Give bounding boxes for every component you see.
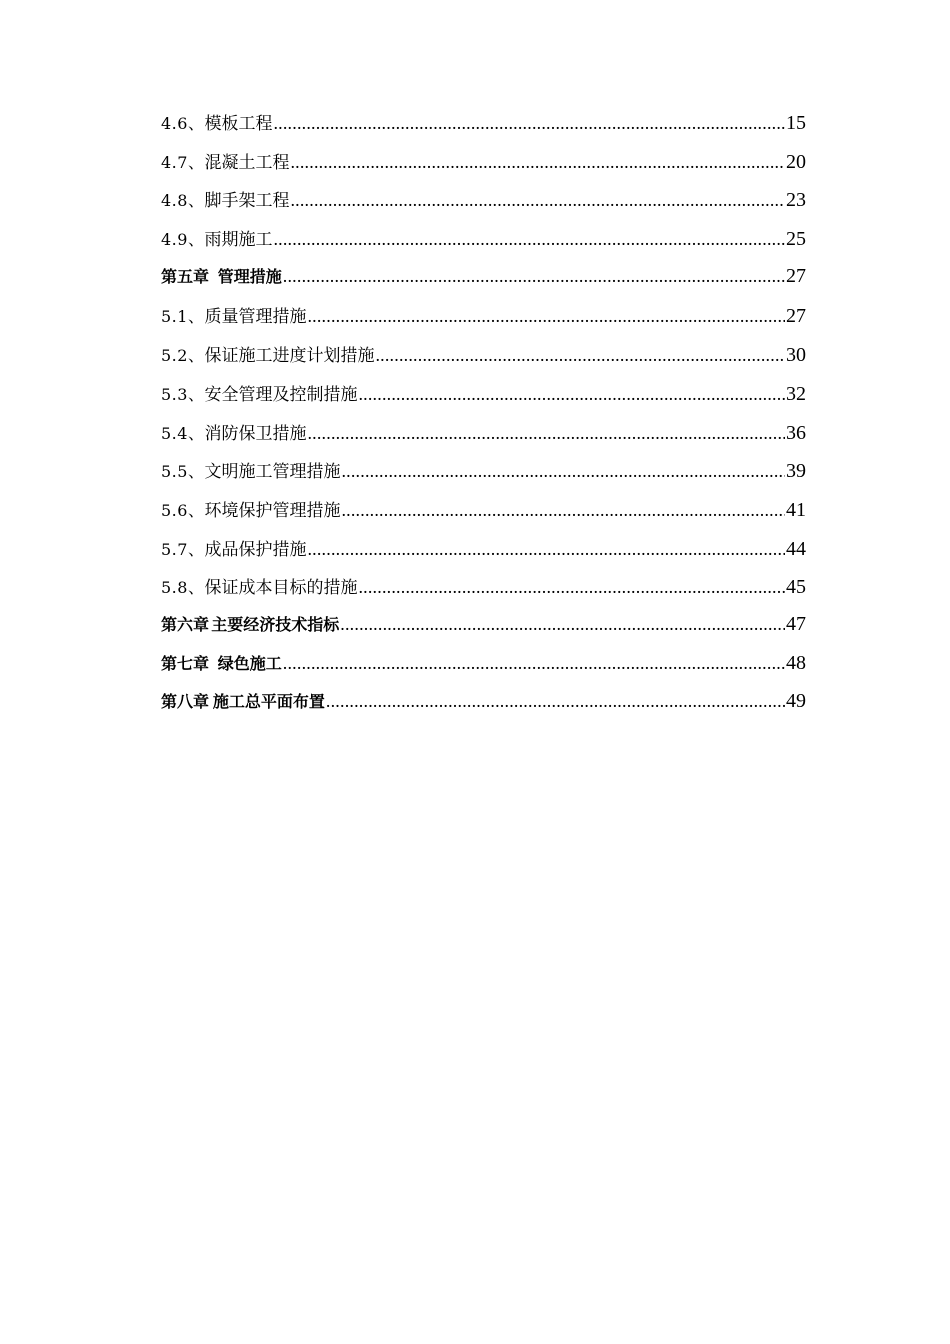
toc-chapter-7[interactable] — [161, 651, 806, 690]
toc-entry-number: 4.8、 — [161, 191, 205, 211]
toc-dot-leader — [307, 423, 785, 444]
toc-chapter-6[interactable] — [161, 612, 806, 651]
toc-entry-page: 47 — [786, 612, 806, 635]
toc-entry-title: 雨期施工 — [204, 230, 273, 251]
toc-entry-page: 25 — [786, 228, 806, 251]
toc-entry-title: 环境保护管理措施 — [204, 500, 341, 521]
toc-entry-page: 41 — [786, 498, 806, 521]
toc-chapter-title: 施工总平面布置 — [212, 692, 325, 712]
toc-entry-5-7[interactable] — [161, 535, 806, 574]
toc-entry-5-1[interactable] — [161, 302, 806, 341]
toc-entry-4-8[interactable] — [161, 186, 806, 225]
toc-chapter-title: 绿色施工 — [217, 653, 282, 673]
toc-entry-number: 4.9、 — [161, 230, 205, 250]
toc-entry-title: 安全管理及控制措施 — [204, 384, 358, 405]
toc-entry-4-7[interactable] — [161, 148, 806, 187]
toc-chapter-title: 主要经济技术指标 — [211, 614, 340, 634]
toc-entry-title: 文明施工管理措施 — [204, 462, 341, 483]
toc-entry-page: 48 — [786, 651, 806, 674]
toc-dot-leader — [273, 229, 785, 250]
toc-chapter-number: 第六章 — [161, 614, 210, 634]
toc-entry-number: 5.8、 — [161, 578, 205, 598]
toc-chapter-number: 第八章 — [161, 692, 210, 712]
toc-entry-5-2[interactable] — [161, 341, 806, 380]
toc-dot-leader — [283, 266, 785, 287]
toc-chapter-8[interactable] — [161, 689, 806, 728]
toc-entry-5-4[interactable] — [161, 419, 806, 458]
toc-entry-title: 混凝土工程 — [204, 152, 290, 173]
toc-dot-leader — [358, 577, 785, 598]
toc-entry-number: 4.7、 — [161, 152, 205, 172]
toc-entry-page: 27 — [786, 264, 806, 287]
toc-dot-leader — [273, 113, 785, 134]
toc-dot-leader — [307, 539, 785, 560]
toc-dot-leader — [341, 500, 785, 521]
toc-entry-number: 5.6、 — [161, 500, 205, 520]
toc-entry-page: 32 — [786, 382, 806, 405]
toc-entry-page: 44 — [786, 537, 806, 560]
toc-entry-4-9[interactable] — [161, 225, 806, 264]
toc-dot-leader — [358, 384, 785, 405]
toc-entry-4-6[interactable] — [161, 109, 806, 148]
toc-entry-page: 23 — [786, 189, 806, 212]
toc-entry-title: 模板工程 — [204, 114, 273, 134]
toc-entry-page: 20 — [786, 150, 806, 173]
toc-dot-leader — [283, 653, 785, 674]
toc-entry-number: 5.1、 — [161, 307, 205, 327]
toc-entry-number: 5.4、 — [161, 423, 205, 443]
toc-dot-leader — [341, 461, 785, 482]
toc-entry-page: 45 — [786, 576, 806, 599]
toc-dot-leader — [290, 190, 785, 211]
toc-entry-number: 5.3、 — [161, 384, 205, 404]
toc-entry-title: 脚手架工程 — [204, 191, 290, 212]
toc-entry-title: 保证施工进度计划措施 — [204, 346, 375, 367]
toc-chapter-number: 第七章 — [161, 653, 210, 673]
toc-entry-5-3[interactable] — [161, 380, 806, 419]
toc-entry-page: 49 — [786, 690, 806, 713]
toc-entry-title: 消防保卫措施 — [204, 423, 307, 444]
toc-entry-5-6[interactable] — [161, 496, 806, 535]
toc-entry-number: 5.7、 — [161, 539, 205, 559]
toc-dot-leader — [326, 691, 785, 712]
toc-dot-leader — [290, 152, 785, 173]
toc-entry-title: 保证成本目标的措施 — [204, 578, 358, 599]
toc-entry-title: 质量管理措施 — [204, 307, 307, 328]
toc-entry-number: 4.6、 — [161, 114, 205, 133]
toc-entry-page: 15 — [786, 112, 806, 134]
toc-entry-5-5[interactable] — [161, 457, 806, 496]
toc-chapter-5[interactable] — [161, 264, 806, 303]
toc-entry-page: 39 — [786, 460, 806, 483]
toc-entry-number: 5.5、 — [161, 462, 205, 482]
toc-dot-leader — [307, 306, 785, 327]
toc-entry-page: 30 — [786, 344, 806, 367]
toc-entry-page: 36 — [786, 421, 806, 444]
table-of-contents — [161, 109, 806, 728]
toc-entry-title: 成品保护措施 — [204, 539, 307, 560]
toc-dot-leader — [340, 614, 785, 635]
toc-chapter-title: 管理措施 — [217, 266, 282, 286]
toc-entry-number: 5.2、 — [161, 346, 205, 366]
toc-chapter-number: 第五章 — [161, 266, 210, 286]
toc-dot-leader — [375, 345, 785, 366]
toc-entry-5-8[interactable] — [161, 573, 806, 612]
toc-entry-page: 27 — [786, 305, 806, 328]
